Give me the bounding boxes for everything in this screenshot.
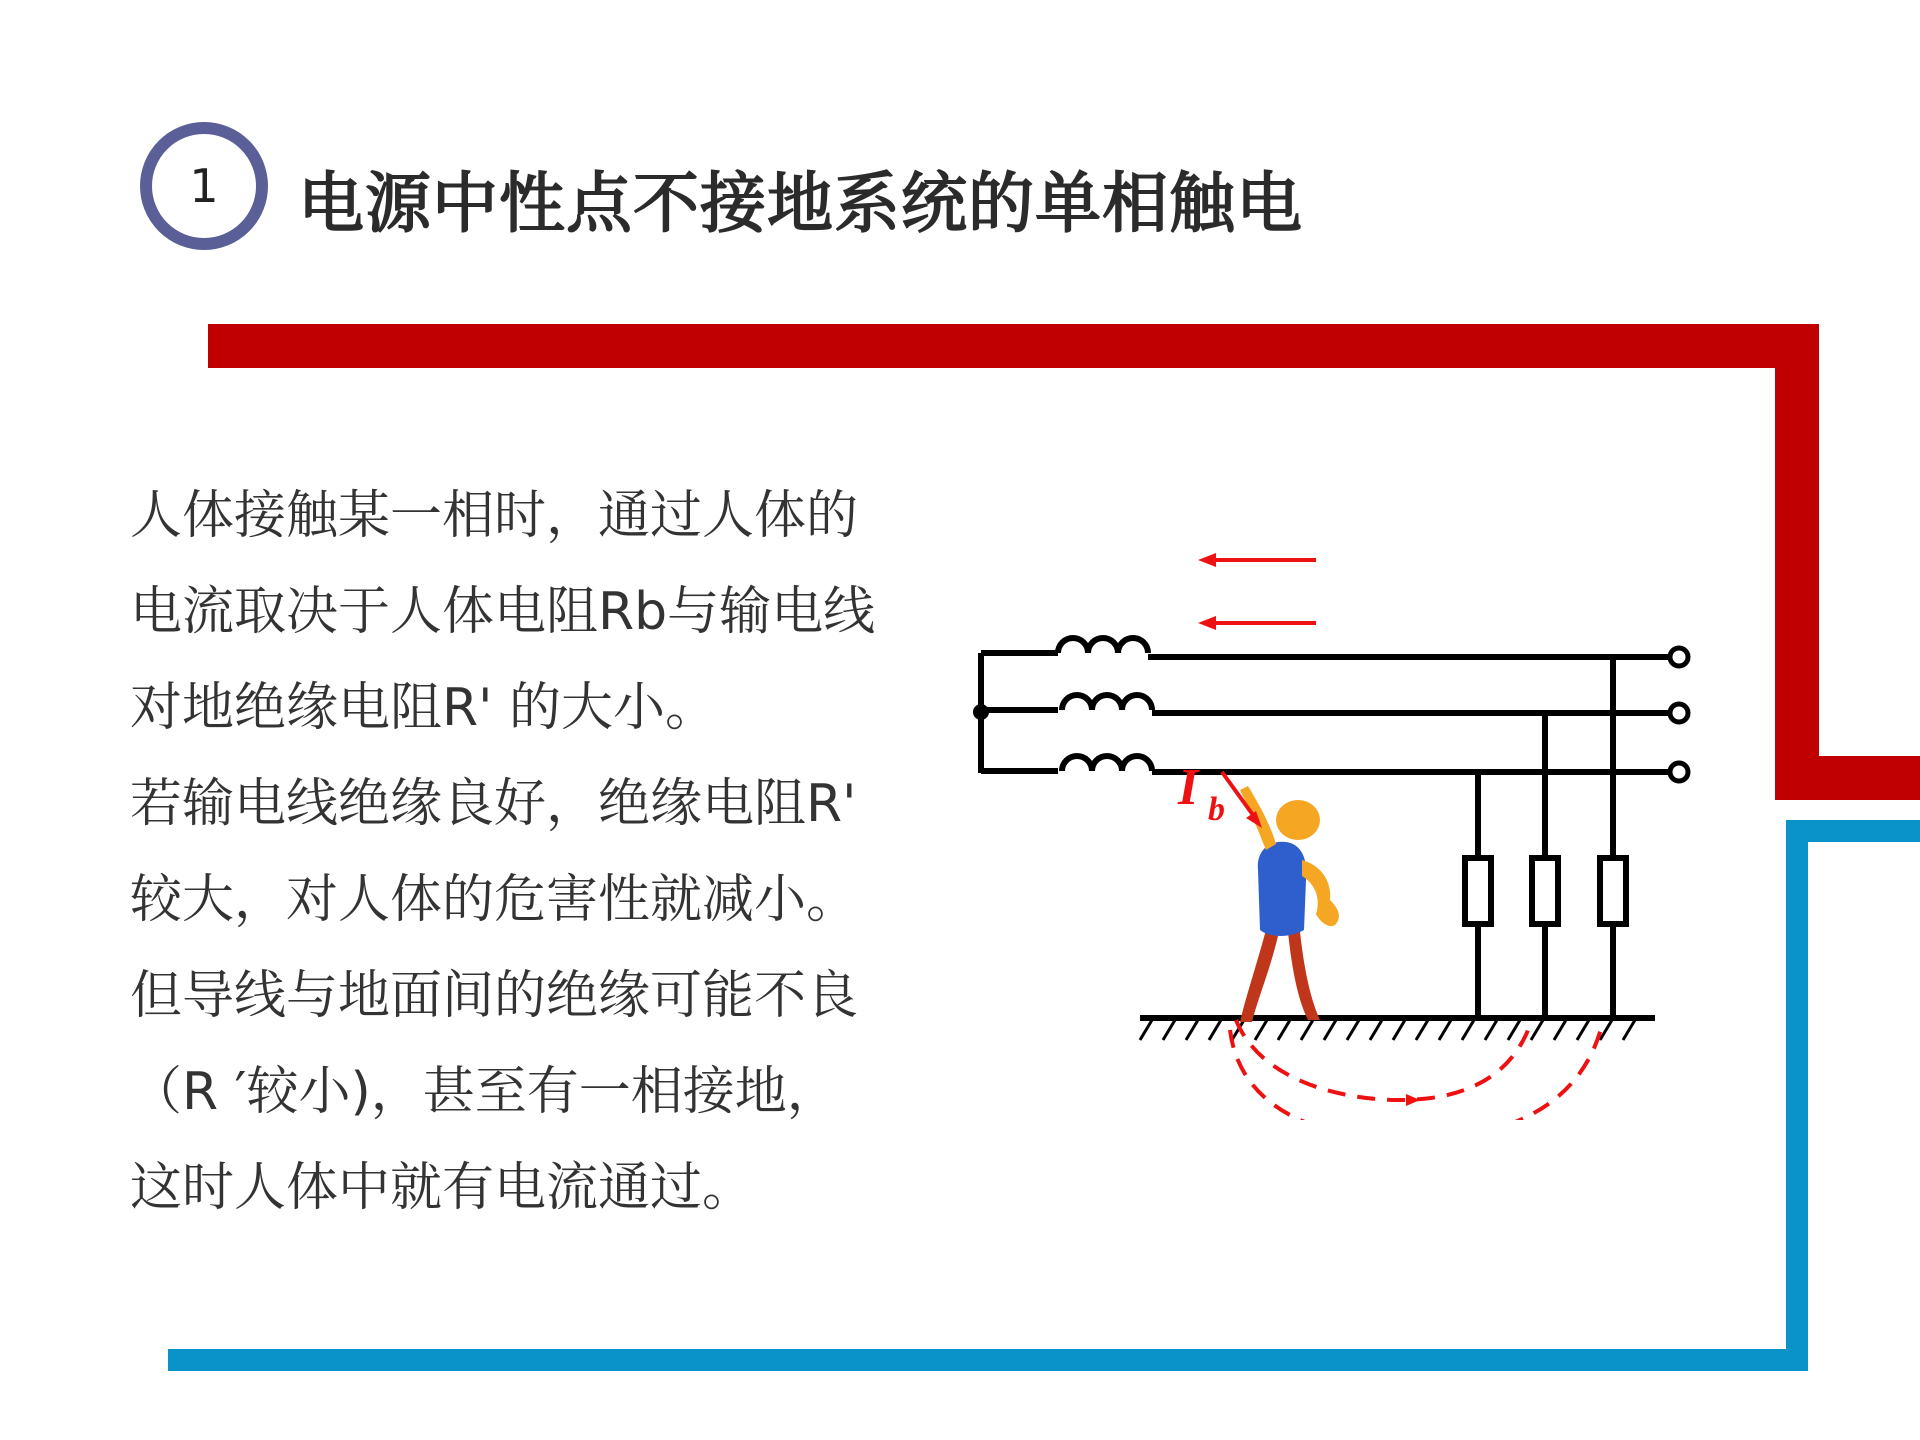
body-line: （R ′较小)，甚至有一相接地， bbox=[130, 1062, 839, 1122]
body-line: 人体接触某一相时，通过人体的 bbox=[130, 486, 859, 546]
hatch-mark bbox=[1462, 1020, 1474, 1040]
hatch-mark bbox=[1623, 1020, 1635, 1040]
hatch-mark bbox=[1393, 1020, 1405, 1040]
hatch-mark bbox=[1324, 1020, 1336, 1040]
circuit-diagram bbox=[940, 520, 1720, 1120]
hatch-mark bbox=[1531, 1020, 1543, 1040]
body-line: 电流取决于人体电阻Rb与输电线 bbox=[130, 582, 876, 642]
page-title: 电源中性点不接地系统的单相触电 bbox=[298, 165, 1303, 242]
neutral-point bbox=[973, 704, 989, 720]
ground-hatching bbox=[1140, 1020, 1635, 1040]
current-direction-arrows bbox=[1198, 553, 1316, 630]
current-label-sub: b bbox=[1208, 791, 1225, 828]
hatch-mark bbox=[1186, 1020, 1198, 1040]
line-terminals bbox=[1670, 648, 1688, 781]
body-text bbox=[130, 468, 920, 1236]
current-label-main: I bbox=[1178, 759, 1199, 816]
body-line: 这时人体中就有电流通过。 bbox=[130, 1158, 755, 1218]
ground-return-current bbox=[1230, 1020, 1602, 1120]
hatch-mark bbox=[1577, 1020, 1589, 1040]
hatch-mark bbox=[1370, 1020, 1382, 1040]
hatch-mark bbox=[1600, 1020, 1612, 1040]
hatch-mark bbox=[1163, 1020, 1175, 1040]
hatch-mark bbox=[1508, 1020, 1520, 1040]
body-line: 对地绝缘电阻R' 的大小。 bbox=[130, 678, 717, 738]
section-number-badge bbox=[140, 122, 268, 250]
hatch-mark bbox=[1439, 1020, 1451, 1040]
source-windings bbox=[981, 638, 1152, 773]
hatch-mark bbox=[1485, 1020, 1497, 1040]
section-number: 1 bbox=[189, 159, 219, 213]
body-line: 但导线与地面间的绝缘可能不良 bbox=[130, 966, 859, 1026]
body-line: 较大，对人体的危害性就减小。 bbox=[130, 870, 859, 930]
hatch-mark bbox=[1347, 1020, 1359, 1040]
hatch-mark bbox=[1554, 1020, 1566, 1040]
hatch-mark bbox=[1416, 1020, 1428, 1040]
hatch-mark bbox=[1140, 1020, 1152, 1040]
hatch-mark bbox=[1209, 1020, 1221, 1040]
hatch-mark bbox=[1278, 1020, 1290, 1040]
phase-lines bbox=[1148, 657, 1668, 772]
hatch-mark bbox=[1255, 1020, 1267, 1040]
hatch-mark bbox=[1301, 1020, 1313, 1040]
body-line: 若输电线绝缘良好，绝缘电阻R' bbox=[130, 774, 857, 834]
